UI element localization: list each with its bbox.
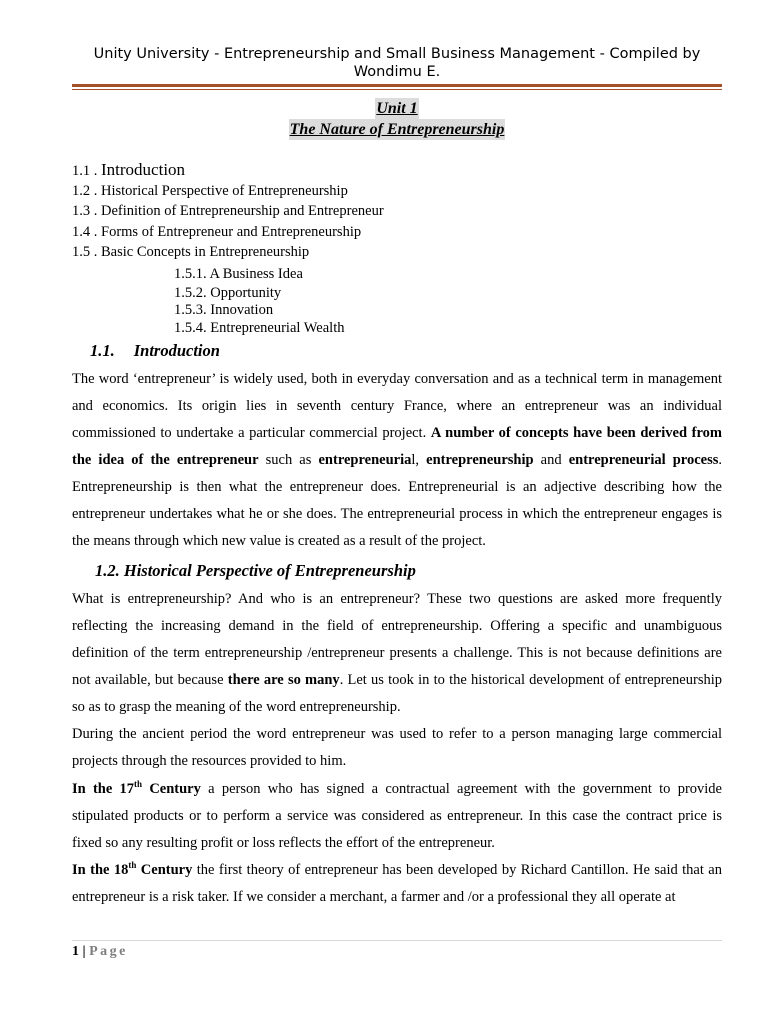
footer-rule — [72, 940, 722, 941]
header-rule-thin — [72, 89, 722, 90]
running-header: Unity University - Entrepreneurship and Small Business Management - Compiled by Wondimu E. — [93, 46, 701, 80]
page-number: 1 — [72, 944, 79, 959]
toc-item: 1.2 . Historical Perspective of Entrepreneurship — [72, 182, 348, 199]
toc-item: 1.5 . Basic Concepts in Entrepreneurship — [72, 244, 310, 261]
toc-subitem: 1.5.1. A Business Idea — [174, 266, 303, 282]
toc-item: 1.3 . Definition of Entrepreneurship and Entrepreneur — [72, 203, 384, 220]
page-footer: 1 | Page — [72, 944, 128, 959]
toc-item: 1.1 . Introduction — [72, 160, 186, 179]
unit-number: Unit 1 — [376, 100, 418, 117]
paragraph: In the 18th Century the first theory of entrepreneur has been developed by Richard Cantillon. He said that an entrepreneur is a risk taker. If we consider a merchant, a farmer and /or a professional they all operate at — [72, 860, 722, 905]
toc-subitem: 1.5.4. Entrepreneurial Wealth — [174, 320, 345, 336]
section-heading-1-2: 1.2. Historical Perspective of Entrepreneurship — [95, 561, 416, 580]
paragraph: The word ‘entrepreneur’ is widely used, both in everyday conversation and as a technical term in management and economics. Its origin lies in seventh century France, where an entrepreneur was an individual commissioned to undertake a particular commercial project. A number of concepts have been derived from the idea of the entrepreneur such as entrepreneurial, entrepreneurship and entrepreneurial process. Entrepreneurship is then what the entrepreneur does. Entrepreneurial is an adjective describing how the entrepreneur undertakes what he or she does. The entrepreneurial process in which the entrepreneur engages is the means through which new value is created as a result of the project. — [72, 371, 722, 549]
page-label: Page — [89, 944, 128, 959]
section-heading-1-1: 1.1. Introduction — [90, 341, 220, 360]
toc-subitem: 1.5.3. Innovation — [174, 302, 274, 318]
header-rule-thick — [72, 84, 722, 87]
toc-subitem: 1.5.2. Opportunity — [174, 285, 282, 301]
unit-title-block — [72, 98, 722, 140]
unit-title: The Nature of Entrepreneurship — [289, 121, 505, 138]
paragraph: During the ancient period the word entrepreneur was used to refer to a person managing large commercial projects through the resources provided to him. — [72, 726, 722, 769]
toc-item: 1.4 . Forms of Entrepreneur and Entrepreneurship — [72, 223, 362, 240]
paragraph: In the 17th Century a person who has signed a contractual agreement with the government to provide stipulated products or to perform a service was considered as entrepreneur. In this case the contract price is fixed so any resulting profit or loss reflects the effort of the entrepreneur. — [72, 779, 722, 851]
table-of-contents — [72, 160, 384, 263]
paragraph: What is entrepreneurship? And who is an entrepreneur? These two questions are asked more frequently reflecting the increasing demand in the field of entrepreneurship. Offering a specific and unambiguous definition of the term entrepreneurship /entrepreneur presents a challenge. This is not because definitions are not available, but because there are so many. Let us took in to the historical development of entrepreneurship so as to grasp the meaning of the word entrepreneurship. — [72, 591, 722, 715]
